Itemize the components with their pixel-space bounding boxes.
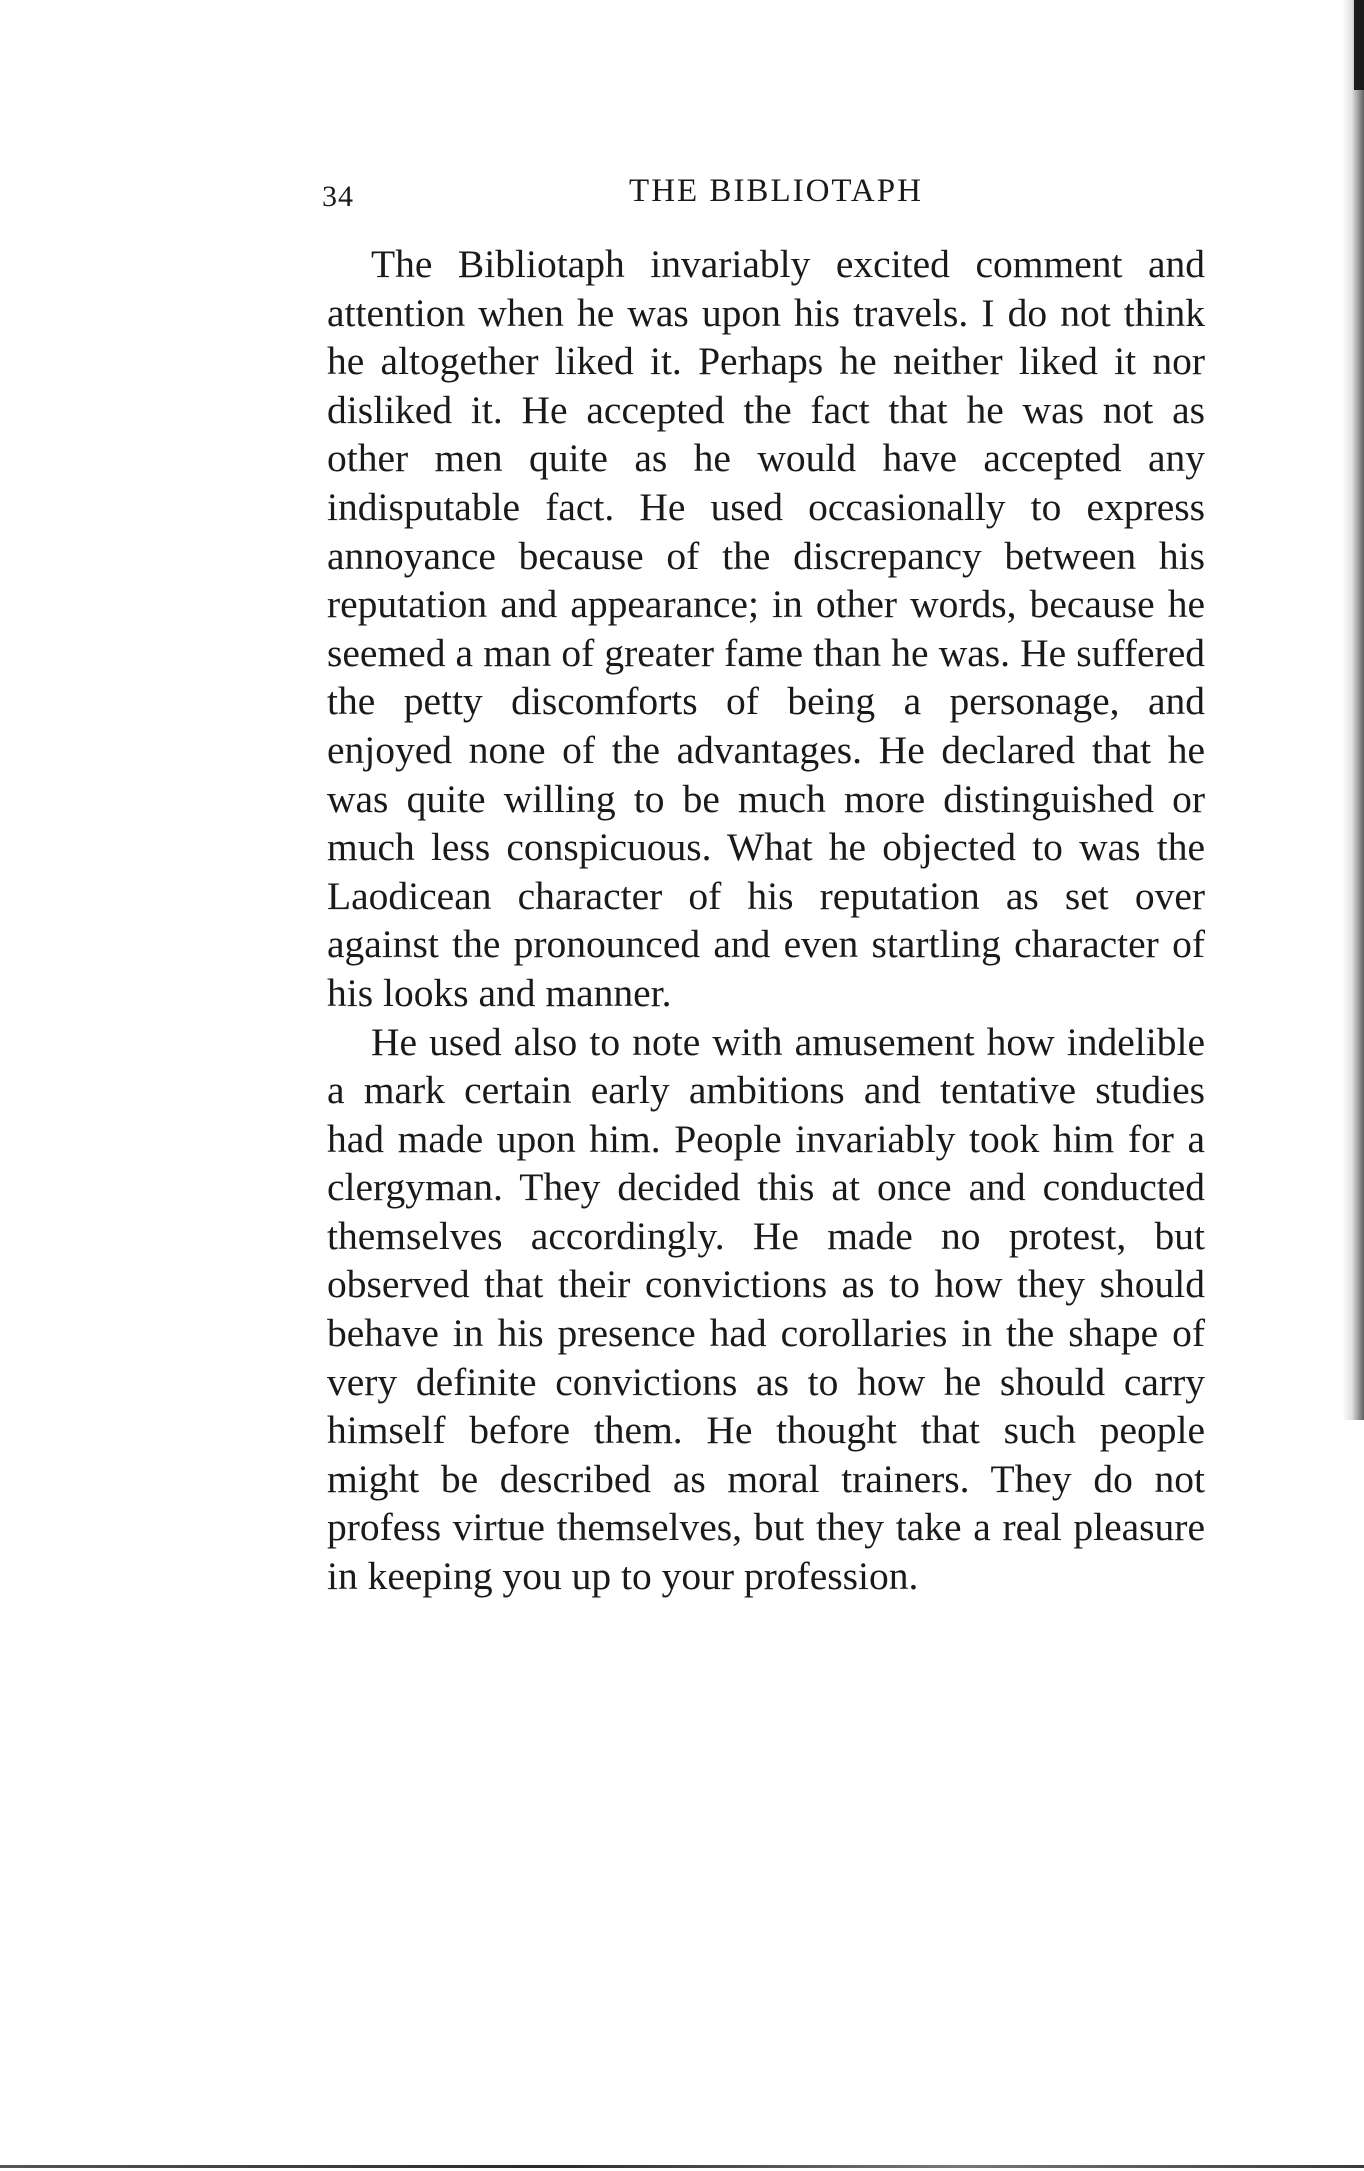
running-title: THE BIBLIOTAPH bbox=[629, 173, 923, 209]
page-number: 34 bbox=[322, 180, 354, 213]
paragraph: He used also to note with amusement how indelible a mark certain early ambitions and tentative studies had made upon him. People invariably took him for a clergyman. They decided this at once and conducted themselves accordingly. He made no protest, but observed that their convictions as to how they should behave in his presence had corollaries in the shape of very definite convictions as to how he should carry himself before them. He thought that such people might be described as moral trainers. They do not profess virtue themselves, but they take a real pleasure in keeping you up to your profession. bbox=[327, 1019, 1205, 1599]
page-header bbox=[322, 168, 1206, 228]
page-edge-dark bbox=[1354, 0, 1364, 90]
page-edge-shadow bbox=[1342, 0, 1364, 1420]
paragraph: The Bibliotaph invariably excited comment and attention when he was upon his travels. I do not think he altogether liked it. Perhaps he neither liked it nor disliked it. He accepted the fact that he was not as other men quite as he would have accepted any indisputable fact. He used occasionally to express annoyance because of the discrepancy between his reputation and appearance; in other words, because he seemed a man of greater fame than he was. He suffered the petty discomforts of being a personage, and enjoyed none of the advantages. He declared that he was quite willing to be much more distinguished or much less conspicuous. What he objected to was the Laodicean character of his reputation as set over against the pronounced and even startling character of his looks and manner. bbox=[327, 242, 1205, 1015]
bottom-edge-line bbox=[0, 2165, 1364, 2168]
body-text bbox=[327, 240, 1205, 1601]
